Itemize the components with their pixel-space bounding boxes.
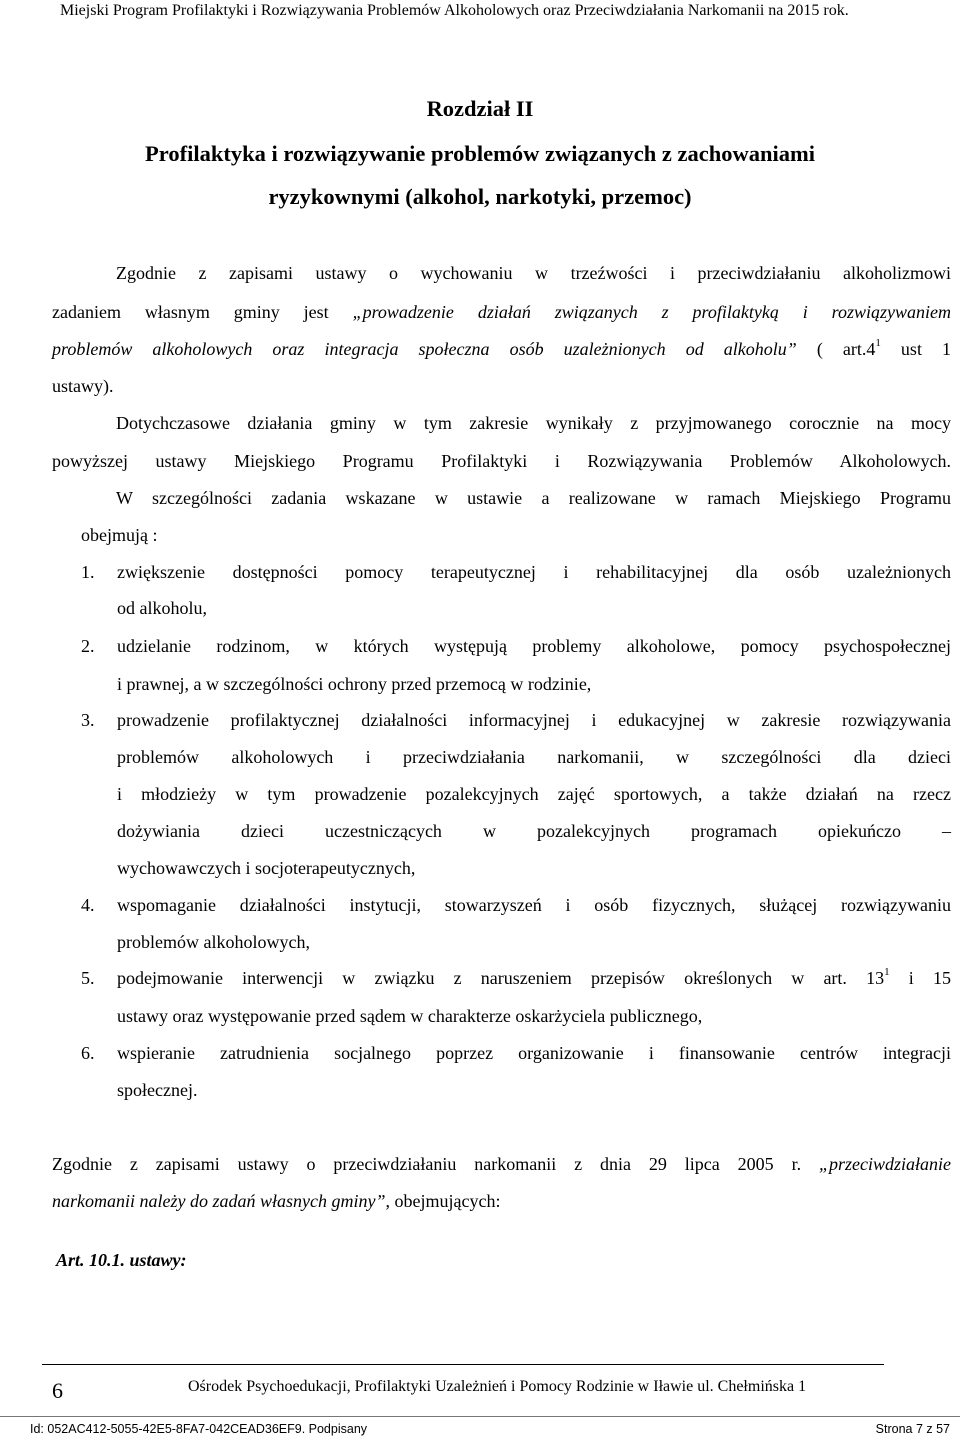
list-item-1-line-2: od alkoholu, (117, 598, 207, 618)
list-item-5-line-1-tail: i 15 (889, 968, 951, 988)
article-heading: Art. 10.1. ustawy: (56, 1250, 187, 1270)
list-item-1-line-1: zwiększenie dostępności pomocy terapeutycznej i rehabilitacyjnej dla osób uzależnionych (117, 562, 951, 582)
narko-line-2-italic: narkomanii należy do zadań własnych gminy” (52, 1191, 386, 1211)
list-item-number: 1. (81, 562, 95, 582)
narko-line-2-text: , obejmujących: (385, 1191, 501, 1211)
p2-line-3: W szczególności zadania wskazane w ustawie a realizowane w ramach Miejskiego Programu (116, 488, 951, 508)
narko-line-2 (52, 1191, 500, 1212)
intro-line-3-italic: problemów alkoholowych oraz integracja społeczna osób uzależnionych od alkoholu” (52, 339, 797, 359)
intro-line-2-text: zadaniem własnym gminy jest (52, 302, 353, 322)
list-item-number: 5. (81, 968, 95, 988)
list-item-6-line-1: wspieranie zatrudnienia socjalnego poprzez organizowanie i finansowanie centrów integracji (117, 1043, 951, 1063)
intro-line-4: ustawy). (52, 376, 114, 396)
chapter-title-line-2: ryzykownymi (alkohol, narkotyki, przemoc) (268, 184, 692, 209)
list-item-number: 2. (81, 636, 95, 656)
list-item-5-line-1 (117, 968, 951, 989)
signature-divider (0, 1416, 960, 1417)
intro-line-2-italic: „prowadzenie działań związanych z profilaktyką i rozwiązywaniem (352, 302, 951, 322)
intro-line-3-tail: ust 1 (880, 339, 952, 359)
list-item-3-line-3: i młodzieży w tym prowadzenie pozalekcyjnych zajęć sportowych, a także działań na rzecz (117, 784, 951, 804)
list-item-5-line-1-text: podejmowanie interwencji w związku z naruszeniem przepisów określonych w art. 13 (117, 968, 885, 988)
list-item-number: 3. (81, 710, 95, 730)
page-number: 6 (52, 1378, 63, 1403)
list-item-5-sup: 1 (884, 966, 890, 978)
list-item-3-line-4: dożywiania dzieci uczestniczących w pozalekcyjnych programach opiekuńczo – (117, 821, 951, 841)
chapter-title-line-1: Profilaktyka i rozwiązywanie problemów związanych z zachowaniami (145, 141, 815, 166)
list-item-6-line-2: społecznej. (117, 1080, 198, 1100)
signature-id: Id: 052AC412-5055-42E5-8FA7-042CEAD36EF9. Podpisany (30, 1422, 368, 1436)
intro-line-2 (52, 302, 951, 323)
list-item-number: 4. (81, 895, 95, 915)
footer-divider (42, 1364, 884, 1365)
narko-line-1-italic: „przeciwdziałanie (818, 1154, 951, 1174)
footer-institution: Ośrodek Psychoedukacji, Profilaktyki Uzależnień i Pomocy Rodzinie w Iławie ul. Chełmińska 1 (188, 1378, 807, 1395)
running-header: Miejski Program Profilaktyki i Rozwiązywania Problemów Alkoholowych oraz Przeciwdziałania Narkomanii na 2015 rok. (60, 2, 849, 19)
chapter-number: Rozdział II (426, 96, 534, 121)
intro-line-3 (52, 339, 951, 360)
narko-line-1 (52, 1154, 951, 1175)
p2-line-1: Dotychczasowe działania gminy w tym zakresie wynikały z przyjmowanego corocznie na mocy (116, 413, 951, 433)
list-item-4-line-2: problemów alkoholowych, (117, 932, 310, 952)
list-item-number: 6. (81, 1043, 95, 1063)
intro-line-3-text: ( art.4 (796, 339, 876, 359)
list-item-3-line-1: prowadzenie profilaktycznej działalności informacyjnej i edukacyjnej w zakresie rozwiązywania (117, 710, 951, 730)
signature-page: Strona 7 z 57 (875, 1422, 950, 1436)
p2-line-2: powyższej ustawy Miejskiego Programu Profilaktyki i Rozwiązywania Problemów Alkoholowych. (52, 451, 951, 471)
narko-line-1-text: Zgodnie z zapisami ustawy o przeciwdziałaniu narkomanii z dnia 29 lipca 2005 r. (52, 1154, 819, 1174)
list-item-3-line-5: wychowawczych i socjoterapeutycznych, (117, 858, 416, 878)
intro-line-3-sup: 1 (875, 337, 881, 349)
list-item-2-line-2: i prawnej, a w szczególności ochrony przed przemocą w rodzinie, (117, 674, 592, 694)
intro-line-1: Zgodnie z zapisami ustawy o wychowaniu w trzeźwości i przeciwdziałaniu alkoholizmowi (116, 263, 951, 283)
list-item-5-line-2: ustawy oraz występowanie przed sądem w charakterze oskarżyciela publicznego, (117, 1006, 703, 1026)
list-item-2-line-1: udzielanie rodzinom, w których występują problemy alkoholowe, pomocy psychospołecznej (117, 636, 951, 656)
list-item-3-line-2: problemów alkoholowych i przeciwdziałania narkomanii, w szczególności dla dzieci (117, 747, 951, 767)
list-item-4-line-1: wspomaganie działalności instytucji, stowarzyszeń i osób fizycznych, służącej rozwiązywaniu (117, 895, 951, 915)
p2-line-4: obejmują : (81, 525, 158, 545)
